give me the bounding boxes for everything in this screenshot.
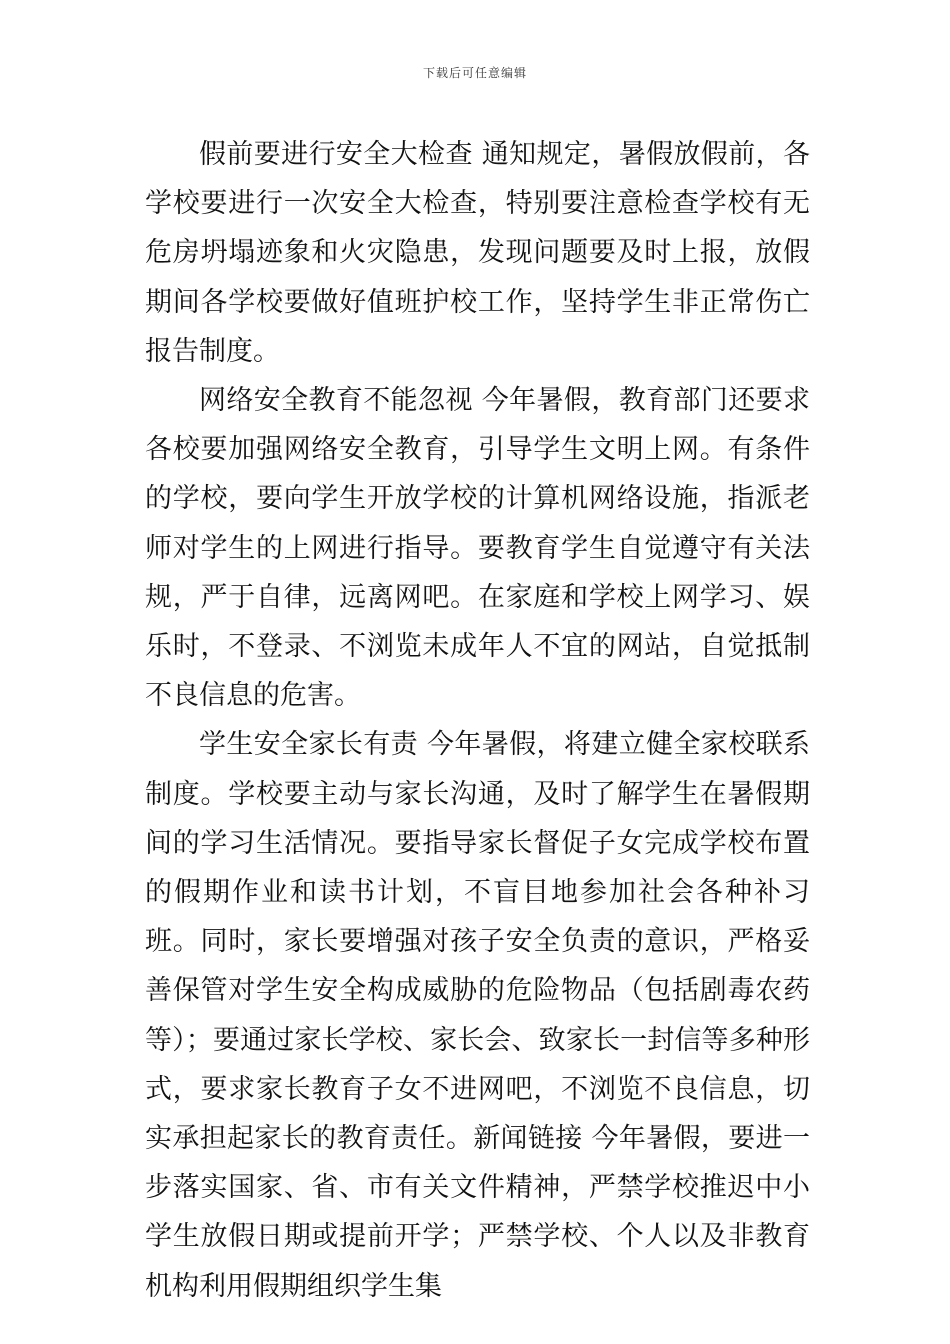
paragraph-parent-responsibility: 学生安全家长有责 今年暑假，将建立健全家校联系制度。学校要主动与家长沟通，及时了解学生在暑假期间的学习生活情况。要指导家长督促子女完成学校布置的假期作业和读书计划，不盲目地参加社会各种补习班。同时，家长要增强对孩子安全负责的意识，严格妥善保管对学生安全构成威胁的危险物品（包括剧毒农药等）；要通过家长学校、家长会、致家长一封信等多种形式，要求家长教育子女不进网吧，不浏览不良信息，切实承担起家长的教育责任。新闻链接 今年暑假，要进一步落实国家、省、市有关文件精神，严禁学校推迟中小学生放假日期或提前开学；严禁学校、个人以及非教育机构利用假期组织学生集 bbox=[145, 729, 810, 1302]
page-header: 下载后可任意编辑 bbox=[422, 66, 527, 80]
document-body bbox=[145, 130, 810, 1311]
paragraph-school-safety-inspection: 假前要进行安全大检查 通知规定，暑假放假前，各学校要进行一次安全大检查，特别要注意检查学校有无危房坍塌迹象和火灾隐患，发现问题要及时上报，放假期间各学校要做好值班护校工作，坚持学生非正常伤亡报告制度。 bbox=[145, 139, 810, 367]
paragraph-network-safety-education: 网络安全教育不能忽视 今年暑假，教育部门还要求各校要加强网络安全教育，引导学生文明上网。有条件的学校，要向学生开放学校的计算机网络设施，指派老师对学生的上网进行指导。要教育学生自觉遵守有关法规，严于自律，远离网吧。在家庭和学校上网学习、娱乐时，不登录、不浏览未成年人不宜的网站，自觉抵制不良信息的危害。 bbox=[145, 385, 810, 712]
